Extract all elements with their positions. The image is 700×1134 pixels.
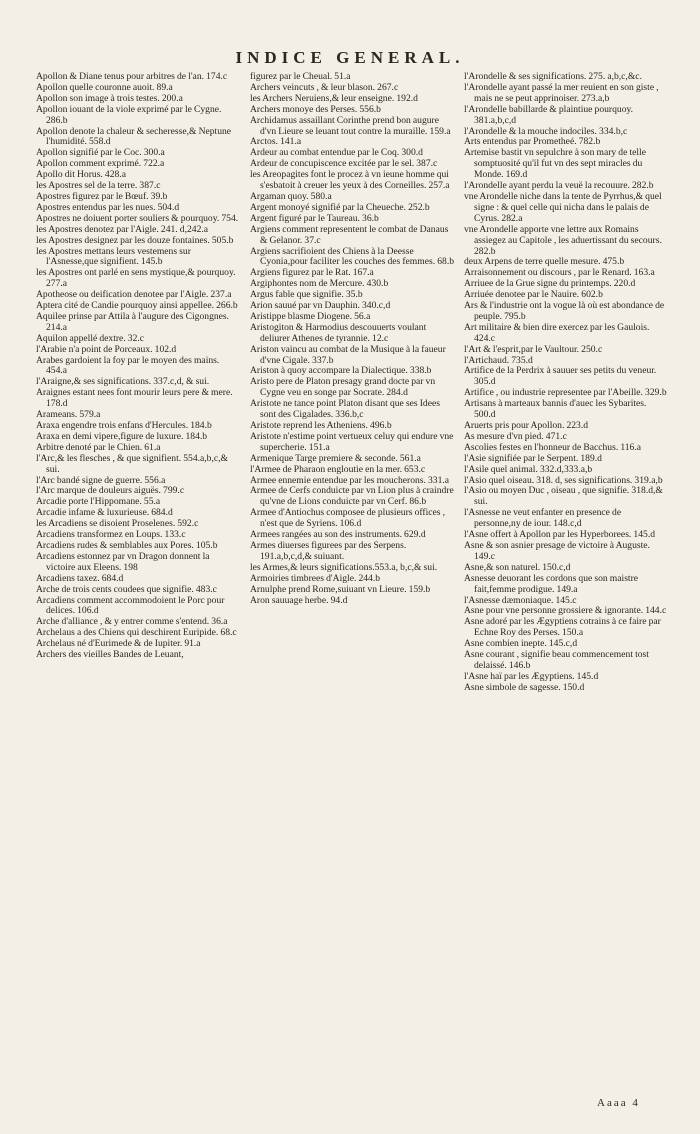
- index-entry: l'Art & l'esprit,par le Vaultour. 250.c: [464, 343, 603, 355]
- index-entry: l'Asnesse dæmoniaque. 145.c: [464, 594, 577, 606]
- index-entry: l'Artichaud. 735.d: [464, 354, 533, 366]
- index-entry: Apollon denote la chaleur & secheresse,& Neptune l'humidité. 558.d: [36, 125, 232, 148]
- index-entry: As mesure d'vn pied. 471.c: [464, 430, 567, 442]
- index-entry: Argiens comment representent le combat de Danaus & Gelanor. 37.c: [250, 223, 449, 246]
- index-entry: l'Arc marque de douleurs aiguës. 799.c: [36, 485, 185, 497]
- index-entry: Armee d'Antiochus composee de plusieurs offices , n'est que de Syriens. 106.d: [250, 507, 446, 530]
- index-entry: Arcadie porte l'Hippomane. 55.a: [36, 496, 161, 508]
- index-entry: Arche de trois cents coudees que signifie. 483.c: [36, 583, 217, 595]
- index-entry: Ardeur au combat entendue par le Coq. 300.d: [250, 147, 423, 159]
- index-entry: l'Asie signifiée par le Serpent. 189.d: [464, 452, 602, 464]
- index-entry: Archers des vieilles Bandes de Leuant,: [36, 649, 184, 661]
- index-entry: Aquilee prinse par Attila à l'augure des Cigongnes. 214.a: [36, 310, 230, 333]
- index-entry: Arts entendus par Prometheé. 782.b: [464, 136, 601, 148]
- index-entry: les Apostres ont parlé en sens mystique,& pourquoy. 277.a: [36, 267, 236, 290]
- index-entry: Aristote n'estime point vertueux celuy qui endure vne supercherie. 151.a: [250, 430, 454, 453]
- index-entry: Aquilon appellé dextre. 32.c: [36, 332, 145, 344]
- index-column-right: [464, 72, 668, 1092]
- index-entry: les Arcadiens se disoient Proselenes. 592.c: [36, 518, 199, 530]
- index-entry: les Apostres designez par les douze fontaines. 505.b: [36, 234, 234, 246]
- index-entry: Ascolies festes en l'honneur de Bacchus. 116.a: [464, 441, 642, 453]
- index-entry: Ariston vaincu au combat de la Musique à la faueur d'vne Cigale. 337.b: [250, 343, 446, 366]
- index-entry: l'Arondelle & ses significations. 275. a,b,c,&c.: [464, 72, 642, 82]
- index-entry: Apostres entendus par les nues. 504.d: [36, 201, 180, 213]
- index-column-middle: [250, 72, 454, 1092]
- index-entry: Asne combien inepte. 145.c,d: [464, 638, 578, 650]
- index-entry: les Armes,& leurs significations.553.a, b,c,& sui.: [250, 561, 438, 573]
- index-entry: l'Arc,& les flesches , & que signifient. 554.a,b,c,& sui.: [36, 452, 228, 475]
- index-entry: figurez par le Cheual. 51.a: [250, 72, 351, 82]
- index-entry: Ars & l'industrie ont la vogue là où est abondance de peuple. 795.b: [464, 300, 665, 322]
- index-entry: Arabes gardoient la foy par le moyen des mains. 454.a: [36, 354, 220, 377]
- index-entry: Asne simbole de sagesse. 150.d: [464, 681, 585, 693]
- index-entry: l'Araigne,& ses significations. 337.c,d, & sui.: [36, 376, 210, 388]
- index-entry: Araignes estant nees font mourir leurs pere & mere. 178.d: [36, 387, 233, 410]
- index-entry: Apollon comment exprimé. 722.a: [36, 158, 165, 170]
- index-entry: Artifice , ou industrie representee par l'Abeille. 329.b: [464, 387, 667, 399]
- index-entry: les Areopagites font le procez à vn ieune homme qui s'esbatoit à creuer les yeux à des Corneilles. 257.a: [250, 169, 450, 192]
- index-entry: Aruerts pris pour Apollon. 223.d: [464, 420, 589, 431]
- index-entry: l'Arondelle ayant perdu la veuë la recouure. 282.b: [464, 180, 654, 192]
- index-entry: Archers monoye des Perses. 556.b: [250, 103, 381, 115]
- index-entry: Aron sauuage herbe. 94.d: [250, 594, 348, 606]
- index-entry: Aptera cité de Candie pourquoy ainsi appellee. 266.b: [36, 300, 238, 312]
- index-entry: Ardeur de concupiscence excitée par le sel. 387.c: [250, 158, 438, 170]
- index-entry: Artisans à marteaux bannis d'auec les Sybarites. 500.d: [464, 398, 647, 421]
- index-entry: l'Armee de Pharaon engloutie en la mer. 653.c: [250, 463, 426, 475]
- index-entry: Asne courant , signifie beau commencement tost delaissé. 146.b: [464, 649, 649, 671]
- index-entry: Archidamus assaillant Corinthe prend bon augure d'vn Lieure se leuant tout contre la muraille. 159.a: [250, 114, 451, 137]
- index-entry: Argaman quoy. 580.a: [250, 190, 332, 202]
- index-entry: Arnulphe prend Rome,suiuant vn Lieure. 159.b: [250, 583, 431, 595]
- index-entry: Apostres ne doiuent porter souliers & pourquoy. 754.: [36, 212, 239, 224]
- index-entry: Asne & son asnier presage de victoire à Auguste. 149.c: [464, 539, 650, 562]
- index-entry: Arche d'alliance , & y entrer comme s'entend. 36.a: [36, 616, 228, 628]
- index-entry: les Apostres mettans leurs vestemens sur l'Asnesse,que signifient. 145.b: [36, 245, 191, 268]
- index-entry: l'Asio quel oiseau. 318. d, ses significations. 319.a,b: [464, 474, 663, 486]
- index-entry: Archelaus né d'Eurimede & de Iupiter. 91.a: [36, 638, 201, 650]
- index-entry: Argiphontes nom de Mercure. 430.b: [250, 278, 389, 290]
- index-entry: Arraisonnement ou discours , par le Renard. 163.a: [464, 267, 655, 279]
- index-entry: Argus fable que signifie. 35.b: [250, 289, 363, 301]
- index-entry: l'Asne offert à Apollon par les Hyperborees. 145.d: [464, 529, 656, 541]
- index-entry: Art militaire & bien dire exercez par les Gaulois. 424.c: [464, 321, 650, 344]
- index-entry: Argiens figurez par le Rat. 167.a: [250, 267, 374, 279]
- index-entry: Arcadiens transformez en Loups. 133.c: [36, 529, 186, 541]
- index-entry: les Apostres sel de la terre. 387.c: [36, 180, 161, 192]
- index-entry: Apollon iouant de la viole exprimé par le Cygne. 286.b: [36, 103, 222, 126]
- index-entry: Armes diuerses figurees par des Serpens. 191.a,b,c,d,& suiuant.: [250, 539, 407, 562]
- index-entry: Asne adoré par les Ægyptiens cotrains à ce faire par Echne Roy des Perses. 150.a: [464, 616, 661, 639]
- index-columns: [36, 72, 668, 1092]
- index-entry: Apostres figurez par le Bœuf. 39.b: [36, 190, 168, 202]
- page-header: INDICE GENERAL.: [235, 48, 465, 67]
- index-entry: Aristogiton & Harmodius descouuerts voulant deliurer Athenes de tyrannie. 12.c: [250, 321, 427, 344]
- index-entry: Araxa engendre trois enfans d'Hercules. 184.b: [36, 420, 212, 431]
- index-entry: Arriuee de la Grue signe du printemps. 220.d: [464, 278, 636, 290]
- index-entry: Artemise bastit vn sepulchre à son mary de telle somptuosité qu'il fut vn des sept miracles du Monde. 169.d: [464, 147, 646, 181]
- signature-mark: Aaaa 4: [597, 1097, 640, 1109]
- index-entry: Archelaus a des Chiens qui deschirent Euripide. 68.c: [36, 627, 237, 639]
- index-entry: l'Arc bandé signe de guerre. 556.a: [36, 474, 166, 486]
- index-entry: vne Arondelle apporte vne lettre aux Romains assiegez au Capitole , les aduertissant du secours. 282.b: [464, 223, 662, 257]
- index-entry: l'Arondelle ayant passé la mer reuient en son giste , mais ne se peut apprinoiser. 273.a,b: [464, 81, 659, 104]
- index-entry: l'Arondelle babillarde & plaintiue pourquoy. 381.a,b,c,d: [464, 103, 634, 126]
- index-entry: Apollon son image à trois testes. 200.a: [36, 92, 183, 104]
- index-entry: Arriuée denotee par le Nauire. 602.b: [464, 289, 603, 301]
- index-entry: Apollon quelle couronne auoit. 89.a: [36, 81, 173, 93]
- index-entry: Arcadie infame & luxurieuse. 684.d: [36, 507, 173, 519]
- index-column-left: [36, 72, 240, 1092]
- index-entry: deux Arpens de terre quelle mesure. 475.b: [464, 256, 625, 268]
- index-entry: l'Arabie n'a point de Porceaux. 102.d: [36, 343, 177, 355]
- index-entry: Asne pour vne personne grossiere & ignorante. 144.c: [464, 605, 667, 617]
- index-entry: Apollon & Diane tenus pour arbitres de l'an. 174.c: [36, 72, 228, 82]
- index-entry: l'Arondelle & la mouche indociles. 334.b,c: [464, 125, 628, 137]
- index-entry: Armenique Targe premiere & seconde. 561.a: [250, 452, 421, 464]
- index-entry: Arcadiens estonnez par vn Dragon donnent la victoire aux Eleens. 198: [36, 550, 210, 573]
- index-entry: Argent figuré par le Taureau. 36.b: [250, 212, 379, 224]
- index-entry: Araxa en demi vipere,figure de luxure. 184.b: [36, 430, 208, 442]
- index-entry: Aristippe blasme Diogene. 56.a: [250, 310, 371, 322]
- index-entry: l'Asile quel animal. 332.d,333.a,b: [464, 463, 593, 475]
- index-entry: Artifice de la Perdrix à sauuer ses petits du veneur. 305.d: [464, 365, 657, 388]
- index-entry: Armee de Cerfs conduicte par vn Lion plus à craindre qu'vne de Lions conduicte par vn Cerf. 86.b: [250, 485, 454, 508]
- index-entry: Arcadiens taxez. 684.d: [36, 572, 124, 584]
- index-entry: Arcadiens rudes & semblables aux Pores. 105.b: [36, 539, 218, 551]
- index-entry: Apotheose ou deification denotee par l'Aigle. 237.a: [36, 289, 232, 301]
- index-entry: l'Asio ou moyen Duc , oiseau , que signifie. 318.d,& sui.: [464, 485, 663, 508]
- index-entry: les Apostres denotez par l'Aigle. 241. d,242.a: [36, 223, 209, 235]
- index-entry: Armoiries timbrees d'Aigle. 244.b: [250, 572, 381, 584]
- index-entry: Armees rangées au son des instruments. 629.d: [250, 529, 426, 541]
- index-entry: Armee ennemie entendue par les moucherons. 331.a: [250, 474, 450, 486]
- index-entry: Aristote reprend les Atheniens. 496.b: [250, 420, 392, 431]
- index-entry: vne Arondelle niche dans la tente de Pyrrhus,& quel signe : & quel celle qui nicha dans le palais de Cyrus. 282.a: [464, 190, 662, 224]
- index-entry: Aristote ne tance point Platon disant que ses Idees sont des Cigalades. 336.b,c: [250, 398, 440, 421]
- index-entry: Apollo dit Horus. 428.a: [36, 169, 126, 181]
- index-entry: Argent monoyé signifié par la Cheueche. 252.b: [250, 201, 430, 213]
- index-entry: Archers veincuts , & leur blason. 267.c: [250, 81, 399, 93]
- index-entry: l'Asnesse ne veut enfanter en presence de personne,ny de iour. 148.c,d: [464, 507, 622, 530]
- index-entry: Arameans. 579.a: [36, 409, 101, 421]
- index-entry: Arion sauué par vn Dauphin. 340.c,d: [250, 300, 391, 312]
- index-entry: les Archers Neruiens,& leur enseigne. 192.d: [250, 92, 418, 104]
- index-entry: Ariston à quoy accompare la Dialectique. 338.b: [250, 365, 432, 377]
- index-entry: Asne,& son naturel. 150.c,d: [464, 561, 571, 573]
- index-entry: Arcadiens comment accommodoient le Porc pour delices. 106.d: [36, 594, 225, 617]
- index-entry: Apollon signifié par le Coc. 300.a: [36, 147, 165, 159]
- index-entry: Arctos. 141.a: [250, 136, 302, 148]
- index-entry: Argiens sacrifioient des Chiens à la Deesse Cyonia,pour faciliter les couches des femmes. 68.b: [250, 245, 454, 268]
- index-entry: Arbitre denoté par le Chien. 61.a: [36, 441, 161, 453]
- index-entry: l'Asne haï par les Ægyptiens. 145.d: [464, 670, 599, 682]
- index-entry: Asnesse deuorant les cordons que son maistre fait,femme prodigue. 149.a: [464, 572, 639, 595]
- index-entry: Aristo pere de Platon presagy grand docte par vn Cygne veu en songe par Socrate. 284.d: [250, 376, 436, 399]
